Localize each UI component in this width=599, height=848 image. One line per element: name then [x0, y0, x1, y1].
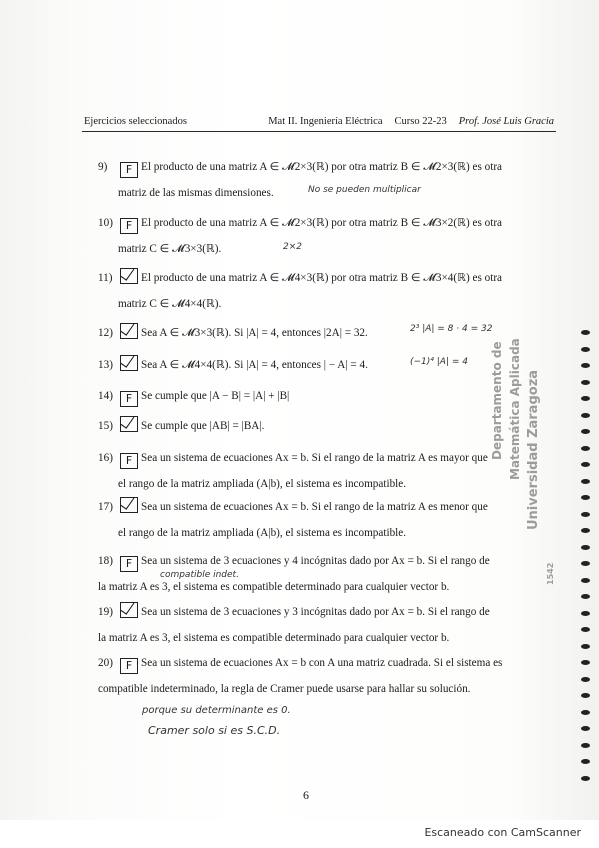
answer-box-checked	[120, 602, 138, 618]
exercise-text: matriz de las mismas dimensiones.	[118, 187, 274, 199]
answer-box-false: F	[120, 218, 138, 234]
scanner-footer	[0, 820, 599, 848]
header-rule	[82, 131, 556, 132]
answer-box-checked	[120, 416, 138, 432]
stamp-line-1: Departamento de	[490, 341, 504, 460]
handwritten-note: 2³ |A| = 8 · 4 = 32	[410, 324, 493, 334]
exercise-text: Sea un sistema de 3 ecuaciones y 4 incógnitas dado por Ax = b. Si el rango de	[141, 555, 490, 567]
page-header	[84, 116, 554, 127]
notebook-spiral	[579, 330, 593, 820]
handwritten-note: 2×2	[283, 242, 302, 252]
page-number: 6	[303, 788, 309, 802]
exercise-text: El producto de una matriz A ∈ 𝓜4×3(ℝ) por otra matriz B ∈ 𝓜3×4(ℝ) es otra	[141, 272, 503, 284]
answer-box-false: F	[120, 391, 138, 407]
answer-box-false: F	[120, 556, 138, 572]
exercise-number: 19)	[98, 606, 113, 618]
exercise-text: la matriz A es 3, el sistema es compatible determinado para cualquier vector b.	[98, 581, 450, 593]
exercise-number: 14)	[98, 390, 113, 402]
exercise-text: Sea A ∈ 𝓜4×4(ℝ). Si |A| = 4, entonces | − A| = 4.	[141, 359, 368, 371]
exercise-text: Se cumple que |AB| = |BA|.	[141, 420, 265, 432]
exercise-number: 18)	[98, 555, 113, 567]
exercise-text: Se cumple que |A − B| = |A| + |B|	[141, 390, 290, 402]
exercise-text: el rango de la matriz ampliada (A|b), el sistema es incompatible.	[118, 527, 407, 539]
exercise-number: 15)	[98, 420, 113, 432]
header-prof: Prof. José Luis Gracia	[458, 116, 554, 127]
handwritten-note: porque su determinante es 0.	[142, 705, 291, 716]
exercise-number: 11)	[98, 272, 113, 284]
answer-box-checked	[120, 355, 138, 371]
answer-box-false: F	[120, 453, 138, 469]
exercise-number: 13)	[98, 359, 113, 371]
answer-box-false: F	[120, 658, 138, 674]
exercise-text: compatible indeterminado, la regla de Cramer puede usarse para hallar su solución.	[98, 683, 471, 695]
stamp-line-3: Universidad Zaragoza	[526, 369, 541, 530]
exercise-9	[98, 154, 558, 206]
exercise-number: 10)	[98, 217, 113, 229]
exercise-text: Sea A ∈ 𝓜3×3(ℝ). Si |A| = 4, entonces |2A| = 32.	[141, 327, 368, 339]
exercise-text: Sea un sistema de ecuaciones Ax = b con A una matriz cuadrada. Si el sistema es	[141, 657, 503, 669]
exercise-number: 9)	[98, 161, 108, 173]
answer-box-checked	[120, 268, 138, 284]
header-year: Curso 22-23	[394, 116, 447, 127]
exercise-number: 20)	[98, 657, 113, 669]
exercise-text: El producto de una matriz A ∈ 𝓜2×3(ℝ) por otra matriz B ∈ 𝓜2×3(ℝ) es otra	[141, 161, 503, 173]
exercise-number: 16)	[98, 452, 113, 464]
exercise-number: 17)	[98, 501, 113, 513]
answer-box-checked	[120, 323, 138, 339]
handwritten-note: Cramer solo si es S.C.D.	[148, 724, 281, 737]
department-stamp	[476, 320, 566, 590]
exercise-text: matriz C ∈ 𝓜4×4(ℝ).	[118, 298, 222, 310]
exercise-text: Sea un sistema de ecuaciones Ax = b. Si el rango de la matriz A es menor que	[141, 501, 488, 513]
exercise-text: el rango de la matriz ampliada (A|b), el sistema es incompatible.	[118, 478, 407, 490]
handwritten-note: (−1)⁴ |A| = 4	[410, 357, 468, 367]
exercise-20	[98, 650, 558, 738]
exercise-text: Sea un sistema de ecuaciones Ax = b. Si el rango de la matriz A es mayor que	[141, 452, 488, 464]
exercise-19	[98, 599, 558, 651]
header-course: Mat II. Ingeniería Eléctrica	[268, 116, 383, 127]
stamp-line-2: Matemática Aplicada	[508, 338, 522, 480]
exercise-text: Sea un sistema de 3 ecuaciones y 3 incógnitas dado por Ax = b. Si el rango de	[141, 606, 490, 618]
exercise-10	[98, 210, 558, 262]
stamp-year: 1542	[546, 562, 555, 585]
exercise-number: 12)	[98, 327, 113, 339]
header-left: Ejercicios seleccionados	[84, 116, 187, 127]
handwritten-note: No se pueden multiplicar	[308, 185, 421, 195]
scanner-watermark: Escaneado con CamScanner	[424, 826, 581, 839]
handwritten-note: compatible indet.	[160, 570, 239, 580]
exercise-text: matriz C ∈ 𝓜3×3(ℝ).	[118, 243, 222, 255]
exercise-11	[98, 265, 558, 317]
answer-box-checked	[120, 497, 138, 513]
exercise-text: la matriz A es 3, el sistema es compatible determinado para cualquier vector b.	[98, 632, 450, 644]
answer-box-false: F	[120, 162, 138, 178]
exercise-text: El producto de una matriz A ∈ 𝓜2×3(ℝ) por otra matriz B ∈ 𝓜3×2(ℝ) es otra	[141, 217, 503, 229]
